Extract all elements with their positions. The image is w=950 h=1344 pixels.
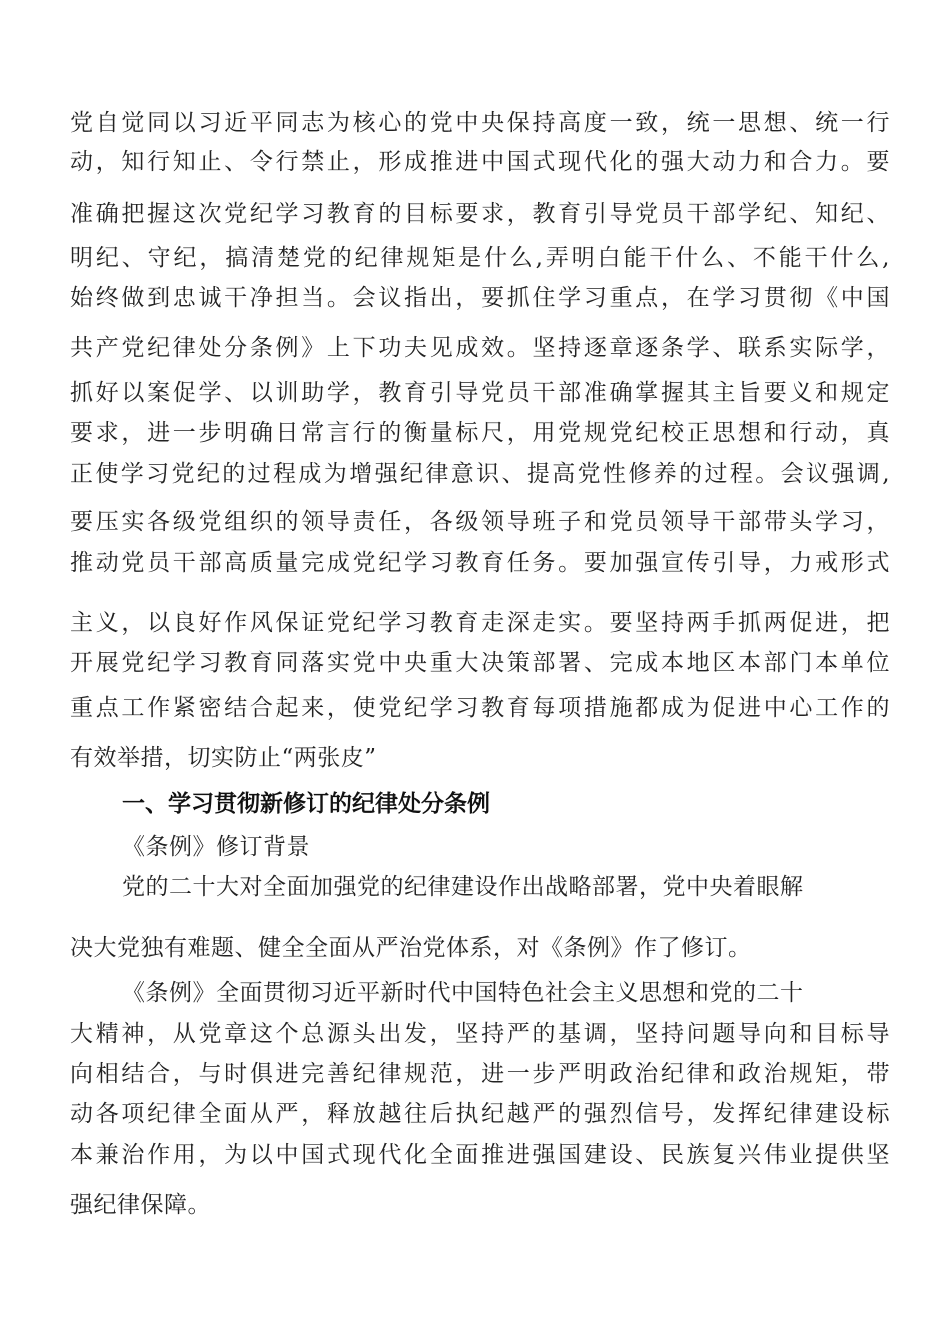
subheading: 《条例》修订背景 [122,834,310,860]
paragraph-line: 党自觉同以习近平同志为核心的党中央保持高度一致，统一思想、统一行 [70,110,890,136]
paragraph-line: 主义，以良好作风保证党纪学习教育走深走实。要坚持两手抓两促进，把 [70,610,890,636]
paragraph-line: 有效举措，切实防止“两张皮” [70,745,377,771]
paragraph-line: 决大党独有难题、健全全面从严治党体系，对《条例》作了修订。 [70,935,752,961]
paragraph-line: 《条例》全面贯彻习近平新时代中国特色社会主义思想和党的二十 [122,980,804,1006]
paragraph-line: 动，知行知止、令行禁止，形成推进中国式现代化的强大动力和合力。要 [70,149,890,175]
paragraph-line: 要求，进一步明确日常言行的衡量标尺，用党规党纪校正思想和行动，真 [70,420,890,446]
paragraph-line: 党的二十大对全面加强党的纪律建设作出战略部署，党中央着眼解 [122,874,804,900]
paragraph-line: 向相结合，与时俱进完善纪律规范，进一步严明政治纪律和政治规矩，带 [70,1061,890,1087]
paragraph-line: 动各项纪律全面从严，释放越往后执纪越严的强烈信号，发挥纪律建设标 [70,1101,890,1127]
paragraph-line: 准确把握这次党纪学习教育的目标要求，教育引导党员干部学纪、知纪、 [70,201,890,227]
paragraph-line: 开展党纪学习教育同落实党中央重大决策部署、完成本地区本部门本单位 [70,650,890,676]
paragraph-line: 明纪、守纪，搞清楚党的纪律规矩是什么,弄明白能干什么、不能干什么, [70,245,890,271]
paragraph-line: 本兼治作用，为以中国式现代化全面推进强国建设、民族复兴伟业提供坚 [70,1142,890,1168]
paragraph-line: 始终做到忠诚干净担当。会议指出，要抓住学习重点，在学习贯彻《中国 [70,285,890,311]
paragraph-line: 强纪律保障。 [70,1192,211,1218]
paragraph-line: 重点工作紧密结合起来，使党纪学习教育每项措施都成为促进中心工作的 [70,695,890,721]
paragraph-line: 推动党员干部高质量完成党纪学习教育任务。要加强宣传引导，力戒形式 [70,550,890,576]
paragraph-line: 大精神，从党章这个总源头出发，坚持严的基调，坚持问题导向和目标导 [70,1021,890,1047]
paragraph-line: 正使学习党纪的过程成为增强纪律意识、提高党性修养的过程。会议强调, [70,461,890,487]
section-heading: 一、学习贯彻新修订的纪律处分条例 [122,791,490,817]
paragraph-line: 抓好以案促学、以训助学，教育引导党员干部准确掌握其主旨要义和规定 [70,380,890,406]
paragraph-line: 要压实各级党组织的领导责任，各级领导班子和党员领导干部带头学习， [70,509,890,535]
paragraph-line: 共产党纪律处分条例》上下功夫见成效。坚持逐章逐条学、联系实际学， [70,335,890,361]
